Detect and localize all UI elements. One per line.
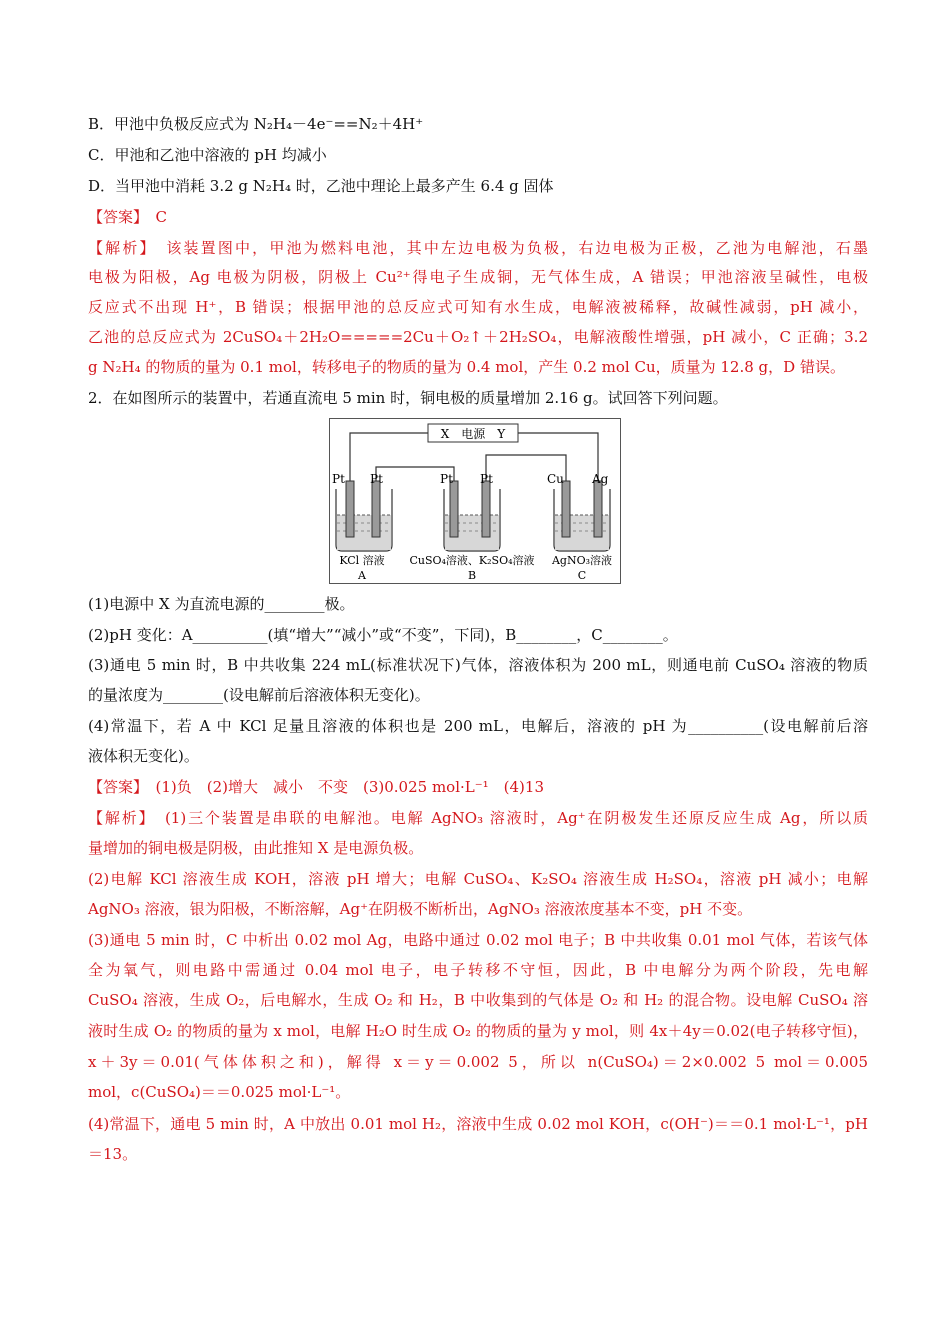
solution-label-c: AgNO₃溶液 — [551, 554, 613, 567]
solution-label-b: CuSO₄溶液、K₂SO₄溶液 — [409, 554, 535, 567]
analysis-2-line-6: 全为氧气，则电路中需通过 0.04 mol 电子，电子转移不守恒，因此，B 中电解分为两个阶段，先电解 — [88, 961, 868, 979]
question-2-stem: 2．在如图所示的装置中，若通直流电 5 min 时，铜电极的质量增加 2.16 g。试回答下列问题。 — [88, 389, 728, 407]
analysis-2-line-11: (4)常温下，通电 5 min 时，A 中放出 0.01 mol H₂，溶液中生成 0.02 mol KOH，c(OH⁻)＝＝0.1 mol·L⁻¹，pH — [88, 1115, 868, 1133]
analysis-1-line-4: 乙池的总反应式为 2CuSO₄＋2H₂O=====2Cu＋O₂↑＋2H₂SO₄，电解液酸性增强，pH 减小，C 正确；3.2 — [88, 328, 868, 346]
cell-label-b: B — [467, 569, 477, 582]
analysis-1-line-1: 【解析】 该装置图中，甲池为燃料电池，其中左边电极为负极，右边电极为正极，乙池为电解池，石墨 — [88, 239, 868, 257]
analysis-2-line-12: ＝13。 — [88, 1145, 138, 1163]
electrode-label: Pt — [480, 472, 493, 486]
electrode-label: Pt — [332, 472, 345, 486]
analysis-1-line-5: g N₂H₄ 的物质的量为 0.1 mol，转移电子的物质的量为 0.4 mol，产生 0.2 mol Cu，质量为 12.8 g，D 错误。 — [88, 358, 845, 376]
option-c: C．甲池和乙池中溶液的 pH 均减小 — [88, 146, 327, 164]
subquestion-1: (1)电源中 X 为直流电源的________极。 — [88, 595, 355, 613]
answer-2: 【答案】 (1)负 (2)增大 减小 不变 (3)0.025 mol·L⁻¹ (4)13 — [88, 778, 545, 796]
beaker-c — [554, 481, 610, 551]
analysis-2-line-7: CuSO₄ 溶液，生成 O₂，后电解水，生成 O₂ 和 H₂，B 中收集到的气体是 O₂ 和 H₂ 的混合物。设电解 CuSO₄ 溶 — [88, 991, 868, 1009]
analysis-1-line-2: 电极为阳极，Ag 电极为阴极，阴极上 Cu²⁺得电子生成铜，无气体生成，A 错误；甲池溶液呈碱性，电极 — [88, 268, 868, 286]
electrolysis-diagram — [329, 418, 621, 584]
analysis-2-line-10: mol，c(CuSO₄)＝＝0.025 mol·L⁻¹。 — [88, 1083, 351, 1101]
electrode-label: Ag — [592, 472, 609, 486]
subquestion-4-line-2: 液体积无变化)。 — [88, 747, 199, 765]
subquestion-3-line-2: 的量浓度为________(设电解前后溶液体积无变化)。 — [88, 686, 430, 704]
analysis-2-line-3: (2)电解 KCl 溶液生成 KOH，溶液 pH 增大；电解 CuSO₄、K₂SO₄ 溶液生成 H₂SO₄，溶液 pH 减小；电解 — [88, 870, 868, 888]
option-b: B．甲池中负极反应式为 N₂H₄－4e⁻==N₂＋4H⁺ — [88, 115, 424, 133]
cell-label-a: A — [358, 569, 366, 582]
electrode-label: Pt — [370, 472, 383, 486]
electrode-label: Pt — [440, 472, 453, 486]
electrode-label: Cu — [547, 472, 564, 486]
analysis-2-line-8: 液时生成 O₂ 的物质的量为 x mol，电解 H₂O 时生成 O₂ 的物质的量为 y mol，则 4x＋4y＝0.02(电子转移守恒)， — [88, 1022, 868, 1040]
solution-label-a: KCl 溶液 — [339, 554, 385, 567]
power-source-label: X 电源 Y — [440, 427, 506, 441]
subquestion-2: (2)pH 变化：A__________(填“增大”“减小”或“不变”，下同)，B________，C________。 — [88, 626, 678, 644]
analysis-2-line-9: x＋3y＝0.01(气体体积之和)，解得 x＝y＝0.002 5，所以 n(CuSO₄)＝2×0.002 5 mol＝0.005 — [88, 1053, 868, 1071]
analysis-2-line-1: 【解析】 (1)三个装置是串联的电解池。电解 AgNO₃ 溶液时，Ag⁺在阴极发生还原反应生成 Ag，所以质 — [88, 809, 868, 827]
answer-1: 【答案】 C — [88, 208, 167, 226]
beaker-a — [336, 481, 392, 551]
analysis-2-line-5: (3)通电 5 min 时，C 中析出 0.02 mol Ag，电路中通过 0.02 mol 电子；B 中共收集 0.01 mol 气体，若该气体 — [88, 931, 868, 949]
subquestion-3-line-1: (3)通电 5 min 时，B 中共收集 224 mL(标准状况下)气体，溶液体积为 200 mL，则通电前 CuSO₄ 溶液的物质 — [88, 656, 868, 674]
cell-label-c: C — [577, 569, 587, 582]
analysis-2-line-2: 量增加的铜电极是阴极，由此推知 X 是电源负极。 — [88, 839, 424, 857]
analysis-2-line-4: AgNO₃ 溶液，银为阳极，不断溶解，Ag⁺在阴极不断析出，AgNO₃ 溶液浓度基本不变，pH 不变。 — [88, 900, 753, 918]
option-d: D．当甲池中消耗 3.2 g N₂H₄ 时，乙池中理论上最多产生 6.4 g 固体 — [88, 177, 554, 195]
analysis-1-line-3: 反应式不出现 H⁺，B 错误；根据甲池的总反应式可知有水生成，电解液被稀释，故碱性减弱，pH 减小， — [88, 298, 868, 316]
beaker-b — [444, 481, 500, 551]
subquestion-4-line-1: (4)常温下，若 A 中 KCl 足量且溶液的体积也是 200 mL，电解后，溶液的 pH 为__________(设电解前后溶 — [88, 717, 868, 735]
